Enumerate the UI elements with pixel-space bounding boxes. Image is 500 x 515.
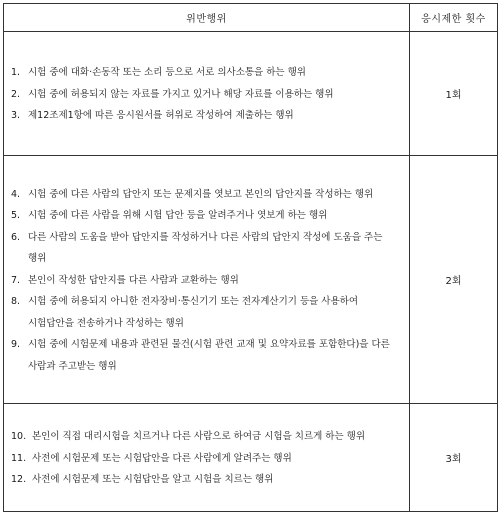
table-row	[4, 32, 498, 156]
item-text: 본인이 직접 대리시험을 치르거나 다른 사람으로 하여금 시험을 치르게 하는 행위	[32, 431, 366, 443]
violation-list-3	[4, 404, 410, 512]
item-number: 9.	[11, 339, 21, 351]
item-number: 12.	[11, 474, 27, 486]
item-number: 11.	[11, 452, 27, 464]
violation-item	[11, 426, 403, 448]
violation-item	[11, 205, 403, 227]
item-number: 10.	[11, 431, 27, 443]
item-text: 시험 중에 허용되지 아니한 전자장비·통신기기 또는 전자계산기기 등을 사용하여 시험답안을 전송하거나 작성하는 행위	[28, 296, 359, 329]
violation-item	[11, 105, 403, 127]
violation-table	[3, 3, 498, 512]
violation-list-1	[4, 32, 410, 156]
item-number: 7.	[11, 274, 21, 286]
item-text: 시험 중에 다른 사람의 답안지 또는 문제지를 엿보고 본인의 답안지를 작성하는 행위	[28, 188, 374, 200]
table-header-row	[4, 4, 498, 32]
header-violation: 위반행위	[4, 4, 410, 32]
item-number: 8.	[11, 296, 21, 308]
item-text: 제12조제1항에 따른 응시원서를 허위로 작성하여 제출하는 행위	[28, 110, 294, 122]
table-row	[4, 404, 498, 512]
item-text: 시험 중에 대화·손동작 또는 소리 등으로 서로 의사소통을 하는 행위	[28, 67, 306, 79]
item-number: 4.	[11, 188, 21, 200]
item-text: 시험 중에 다른 사람을 위해 시험 답안 등을 알려주거나 엿보게 하는 행위	[28, 210, 328, 222]
item-text: 다른 사람의 도움을 받아 답안지를 작성하거나 다른 사람의 답안지 작성에 도움을 주는 행위	[28, 231, 383, 265]
item-number: 6.	[11, 231, 21, 243]
restriction-count-2: 2회	[410, 156, 498, 404]
violation-item	[11, 270, 403, 292]
violation-item	[11, 448, 403, 470]
table-row	[4, 156, 498, 404]
item-number: 3.	[11, 110, 21, 122]
violation-item	[11, 291, 403, 334]
item-number: 5.	[11, 210, 21, 222]
violation-item	[11, 62, 403, 84]
restriction-count-3: 3회	[410, 404, 498, 512]
violation-item	[11, 184, 403, 206]
violation-item	[11, 227, 403, 270]
header-restriction-count: 응시제한 횟수	[410, 4, 498, 32]
violation-item	[11, 334, 403, 377]
item-text: 시험 중에 허용되지 않는 자료를 가지고 있거나 해당 자료를 이용하는 행위	[28, 88, 334, 100]
violation-item	[11, 84, 403, 106]
item-text: 사전에 시험문제 또는 시험답안을 다른 사람에게 알려주는 행위	[32, 452, 292, 464]
item-text: 본인이 작성한 답안지를 다른 사람과 교환하는 행위	[28, 274, 239, 286]
restriction-count-1: 1회	[410, 32, 498, 156]
violation-item	[11, 469, 403, 491]
item-text: 시험 중에 시험문제 내용과 관련된 물건(시험 관련 교재 및 요약자료를 포함한다)을 다른 사람과 주고받는 행위	[28, 339, 390, 372]
item-number: 1.	[11, 67, 21, 79]
violation-list-2	[4, 156, 410, 404]
item-text: 사전에 시험문제 또는 시험답안을 알고 시험을 치르는 행위	[32, 474, 274, 486]
item-number: 2.	[11, 88, 21, 100]
